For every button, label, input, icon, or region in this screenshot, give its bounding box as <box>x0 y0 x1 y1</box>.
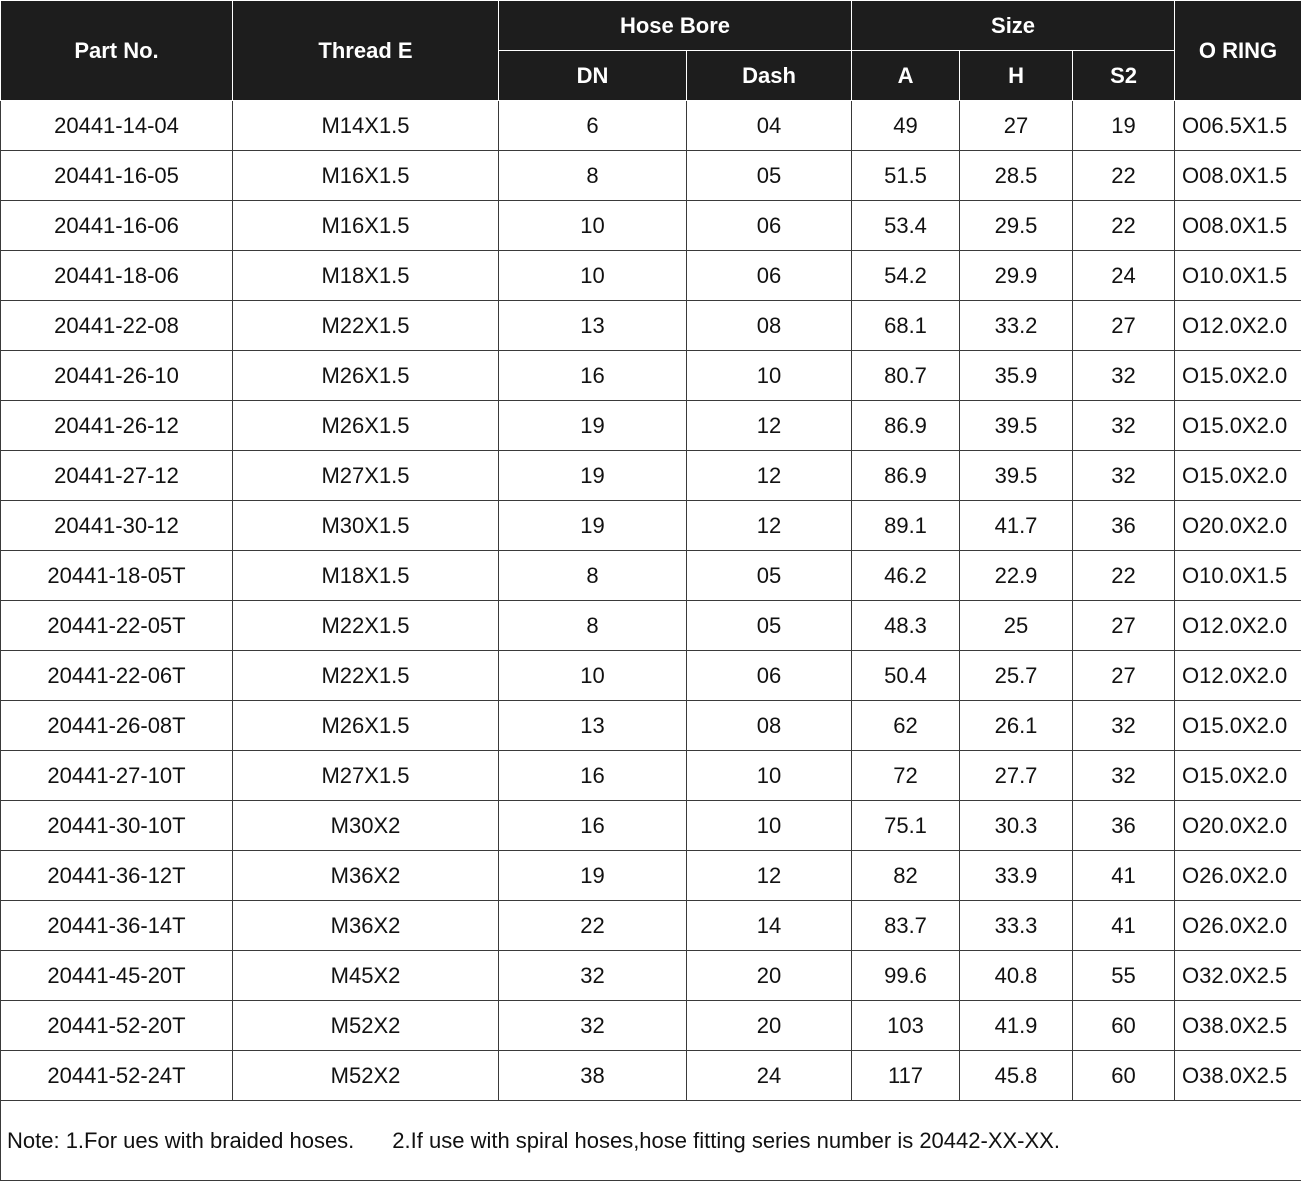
cell-o-ring: O15.0X2.0 <box>1175 751 1301 801</box>
header-hose-bore: Hose Bore <box>499 1 852 51</box>
table-row <box>1 351 1301 401</box>
table-row <box>1 501 1301 551</box>
cell-o-ring: O10.0X1.5 <box>1175 251 1301 301</box>
cell-o-ring: O26.0X2.0 <box>1175 901 1301 951</box>
cell-dn: 22 <box>499 901 687 951</box>
cell-thread-e: M22X1.5 <box>233 651 499 701</box>
cell-dash: 12 <box>687 851 852 901</box>
table-row <box>1 1001 1301 1051</box>
cell-thread-e: M26X1.5 <box>233 351 499 401</box>
cell-dn: 8 <box>499 551 687 601</box>
cell-s2: 27 <box>1073 601 1175 651</box>
cell-dash: 08 <box>687 701 852 751</box>
cell-dash: 05 <box>687 151 852 201</box>
cell-h: 26.1 <box>960 701 1073 751</box>
header-h: H <box>960 51 1073 101</box>
cell-h: 39.5 <box>960 451 1073 501</box>
cell-h: 29.5 <box>960 201 1073 251</box>
cell-h: 41.9 <box>960 1001 1073 1051</box>
cell-dn: 19 <box>499 851 687 901</box>
cell-s2: 22 <box>1073 151 1175 201</box>
cell-s2: 60 <box>1073 1001 1175 1051</box>
cell-a: 48.3 <box>852 601 960 651</box>
table-header <box>1 1 1301 101</box>
cell-part-no: 20441-36-12T <box>1 851 233 901</box>
table-body <box>1 101 1301 1101</box>
cell-s2: 60 <box>1073 1051 1175 1101</box>
cell-part-no: 20441-18-06 <box>1 251 233 301</box>
cell-dash: 08 <box>687 301 852 351</box>
cell-dn: 10 <box>499 651 687 701</box>
cell-dn: 13 <box>499 701 687 751</box>
cell-a: 62 <box>852 701 960 751</box>
table-row <box>1 251 1301 301</box>
table-row <box>1 751 1301 801</box>
cell-a: 68.1 <box>852 301 960 351</box>
cell-a: 99.6 <box>852 951 960 1001</box>
cell-h: 41.7 <box>960 501 1073 551</box>
cell-a: 54.2 <box>852 251 960 301</box>
table-row <box>1 201 1301 251</box>
cell-thread-e: M30X2 <box>233 801 499 851</box>
cell-a: 86.9 <box>852 451 960 501</box>
cell-s2: 32 <box>1073 351 1175 401</box>
cell-dash: 05 <box>687 551 852 601</box>
cell-s2: 22 <box>1073 551 1175 601</box>
cell-h: 33.2 <box>960 301 1073 351</box>
cell-dn: 19 <box>499 501 687 551</box>
cell-thread-e: M26X1.5 <box>233 401 499 451</box>
cell-o-ring: O26.0X2.0 <box>1175 851 1301 901</box>
table-row <box>1 451 1301 501</box>
cell-part-no: 20441-45-20T <box>1 951 233 1001</box>
cell-h: 39.5 <box>960 401 1073 451</box>
header-s2: S2 <box>1073 51 1175 101</box>
cell-dn: 13 <box>499 301 687 351</box>
cell-dn: 19 <box>499 451 687 501</box>
cell-o-ring: O20.0X2.0 <box>1175 801 1301 851</box>
cell-h: 29.9 <box>960 251 1073 301</box>
header-a: A <box>852 51 960 101</box>
cell-o-ring: O08.0X1.5 <box>1175 201 1301 251</box>
cell-part-no: 20441-26-12 <box>1 401 233 451</box>
cell-dn: 38 <box>499 1051 687 1101</box>
cell-a: 72 <box>852 751 960 801</box>
cell-dash: 10 <box>687 801 852 851</box>
cell-o-ring: O20.0X2.0 <box>1175 501 1301 551</box>
cell-o-ring: O12.0X2.0 <box>1175 651 1301 701</box>
cell-dn: 16 <box>499 801 687 851</box>
cell-a: 117 <box>852 1051 960 1101</box>
cell-o-ring: O38.0X2.5 <box>1175 1001 1301 1051</box>
table-row <box>1 551 1301 601</box>
cell-part-no: 20441-18-05T <box>1 551 233 601</box>
cell-part-no: 20441-30-10T <box>1 801 233 851</box>
cell-h: 28.5 <box>960 151 1073 201</box>
cell-a: 46.2 <box>852 551 960 601</box>
cell-dash: 12 <box>687 501 852 551</box>
cell-thread-e: M45X2 <box>233 951 499 1001</box>
cell-s2: 36 <box>1073 501 1175 551</box>
cell-s2: 41 <box>1073 851 1175 901</box>
cell-thread-e: M18X1.5 <box>233 551 499 601</box>
cell-part-no: 20441-26-10 <box>1 351 233 401</box>
cell-part-no: 20441-36-14T <box>1 901 233 951</box>
cell-part-no: 20441-30-12 <box>1 501 233 551</box>
cell-dash: 20 <box>687 951 852 1001</box>
cell-thread-e: M52X2 <box>233 1001 499 1051</box>
header-o-ring: O RING <box>1175 1 1301 101</box>
header-dn: DN <box>499 51 687 101</box>
cell-dash: 06 <box>687 201 852 251</box>
cell-dash: 06 <box>687 651 852 701</box>
note-part-1: Note: 1.For ues with braided hoses. <box>7 1127 355 1153</box>
cell-part-no: 20441-22-06T <box>1 651 233 701</box>
cell-a: 80.7 <box>852 351 960 401</box>
table-row <box>1 101 1301 151</box>
cell-dn: 8 <box>499 151 687 201</box>
cell-dn: 32 <box>499 951 687 1001</box>
cell-h: 25 <box>960 601 1073 651</box>
cell-dash: 06 <box>687 251 852 301</box>
cell-part-no: 20441-52-20T <box>1 1001 233 1051</box>
cell-dn: 6 <box>499 101 687 151</box>
cell-h: 33.3 <box>960 901 1073 951</box>
cell-thread-e: M22X1.5 <box>233 601 499 651</box>
cell-o-ring: O15.0X2.0 <box>1175 701 1301 751</box>
table-row <box>1 801 1301 851</box>
cell-s2: 32 <box>1073 701 1175 751</box>
cell-s2: 19 <box>1073 101 1175 151</box>
table-row <box>1 151 1301 201</box>
cell-o-ring: O10.0X1.5 <box>1175 551 1301 601</box>
cell-a: 86.9 <box>852 401 960 451</box>
table-row <box>1 1051 1301 1101</box>
table-row <box>1 951 1301 1001</box>
cell-o-ring: O15.0X2.0 <box>1175 451 1301 501</box>
cell-thread-e: M22X1.5 <box>233 301 499 351</box>
note-row <box>1 1101 1301 1181</box>
cell-thread-e: M27X1.5 <box>233 451 499 501</box>
cell-part-no: 20441-52-24T <box>1 1051 233 1101</box>
cell-o-ring: O12.0X2.0 <box>1175 301 1301 351</box>
cell-a: 50.4 <box>852 651 960 701</box>
cell-dash: 10 <box>687 351 852 401</box>
table-row <box>1 651 1301 701</box>
cell-thread-e: M16X1.5 <box>233 201 499 251</box>
cell-thread-e: M30X1.5 <box>233 501 499 551</box>
cell-h: 45.8 <box>960 1051 1073 1101</box>
cell-dn: 19 <box>499 401 687 451</box>
cell-dash: 14 <box>687 901 852 951</box>
cell-s2: 32 <box>1073 751 1175 801</box>
cell-a: 83.7 <box>852 901 960 951</box>
cell-o-ring: O32.0X2.5 <box>1175 951 1301 1001</box>
table-row <box>1 601 1301 651</box>
cell-o-ring: O08.0X1.5 <box>1175 151 1301 201</box>
cell-dn: 16 <box>499 751 687 801</box>
cell-part-no: 20441-16-05 <box>1 151 233 201</box>
cell-o-ring: O15.0X2.0 <box>1175 351 1301 401</box>
cell-thread-e: M14X1.5 <box>233 101 499 151</box>
cell-dash: 04 <box>687 101 852 151</box>
cell-dash: 05 <box>687 601 852 651</box>
cell-a: 82 <box>852 851 960 901</box>
cell-s2: 32 <box>1073 451 1175 501</box>
cell-h: 35.9 <box>960 351 1073 401</box>
cell-s2: 36 <box>1073 801 1175 851</box>
table-row <box>1 301 1301 351</box>
note-cell <box>1 1101 1301 1181</box>
cell-s2: 41 <box>1073 901 1175 951</box>
cell-thread-e: M52X2 <box>233 1051 499 1101</box>
cell-part-no: 20441-22-08 <box>1 301 233 351</box>
cell-a: 51.5 <box>852 151 960 201</box>
cell-h: 40.8 <box>960 951 1073 1001</box>
cell-o-ring: O38.0X2.5 <box>1175 1051 1301 1101</box>
cell-s2: 27 <box>1073 651 1175 701</box>
table-row <box>1 901 1301 951</box>
cell-part-no: 20441-14-04 <box>1 101 233 151</box>
cell-h: 33.9 <box>960 851 1073 901</box>
cell-h: 22.9 <box>960 551 1073 601</box>
cell-o-ring: O06.5X1.5 <box>1175 101 1301 151</box>
cell-dash: 12 <box>687 401 852 451</box>
table-row <box>1 701 1301 751</box>
cell-dash: 12 <box>687 451 852 501</box>
cell-a: 53.4 <box>852 201 960 251</box>
cell-h: 25.7 <box>960 651 1073 701</box>
table-row <box>1 851 1301 901</box>
table-footer <box>1 1101 1301 1181</box>
cell-thread-e: M16X1.5 <box>233 151 499 201</box>
cell-part-no: 20441-27-12 <box>1 451 233 501</box>
cell-thread-e: M36X2 <box>233 901 499 951</box>
cell-thread-e: M18X1.5 <box>233 251 499 301</box>
header-part-no: Part No. <box>1 1 233 101</box>
cell-dn: 8 <box>499 601 687 651</box>
cell-a: 49 <box>852 101 960 151</box>
cell-s2: 24 <box>1073 251 1175 301</box>
cell-a: 75.1 <box>852 801 960 851</box>
cell-a: 89.1 <box>852 501 960 551</box>
header-dash: Dash <box>687 51 852 101</box>
cell-dash: 20 <box>687 1001 852 1051</box>
cell-o-ring: O15.0X2.0 <box>1175 401 1301 451</box>
cell-part-no: 20441-22-05T <box>1 601 233 651</box>
cell-dn: 16 <box>499 351 687 401</box>
cell-s2: 22 <box>1073 201 1175 251</box>
cell-dn: 10 <box>499 201 687 251</box>
header-thread-e: Thread E <box>233 1 499 101</box>
header-size: Size <box>852 1 1175 51</box>
cell-h: 30.3 <box>960 801 1073 851</box>
cell-dash: 10 <box>687 751 852 801</box>
note-part-2: 2.If use with spiral hoses,hose fitting series number is 20442-XX-XX. <box>392 1127 1060 1153</box>
cell-thread-e: M36X2 <box>233 851 499 901</box>
cell-s2: 55 <box>1073 951 1175 1001</box>
cell-o-ring: O12.0X2.0 <box>1175 601 1301 651</box>
cell-h: 27.7 <box>960 751 1073 801</box>
cell-thread-e: M27X1.5 <box>233 751 499 801</box>
cell-s2: 27 <box>1073 301 1175 351</box>
cell-part-no: 20441-26-08T <box>1 701 233 751</box>
cell-a: 103 <box>852 1001 960 1051</box>
table-row <box>1 401 1301 451</box>
cell-s2: 32 <box>1073 401 1175 451</box>
cell-dn: 32 <box>499 1001 687 1051</box>
cell-h: 27 <box>960 101 1073 151</box>
cell-dash: 24 <box>687 1051 852 1101</box>
cell-dn: 10 <box>499 251 687 301</box>
cell-part-no: 20441-16-06 <box>1 201 233 251</box>
cell-thread-e: M26X1.5 <box>233 701 499 751</box>
cell-part-no: 20441-27-10T <box>1 751 233 801</box>
